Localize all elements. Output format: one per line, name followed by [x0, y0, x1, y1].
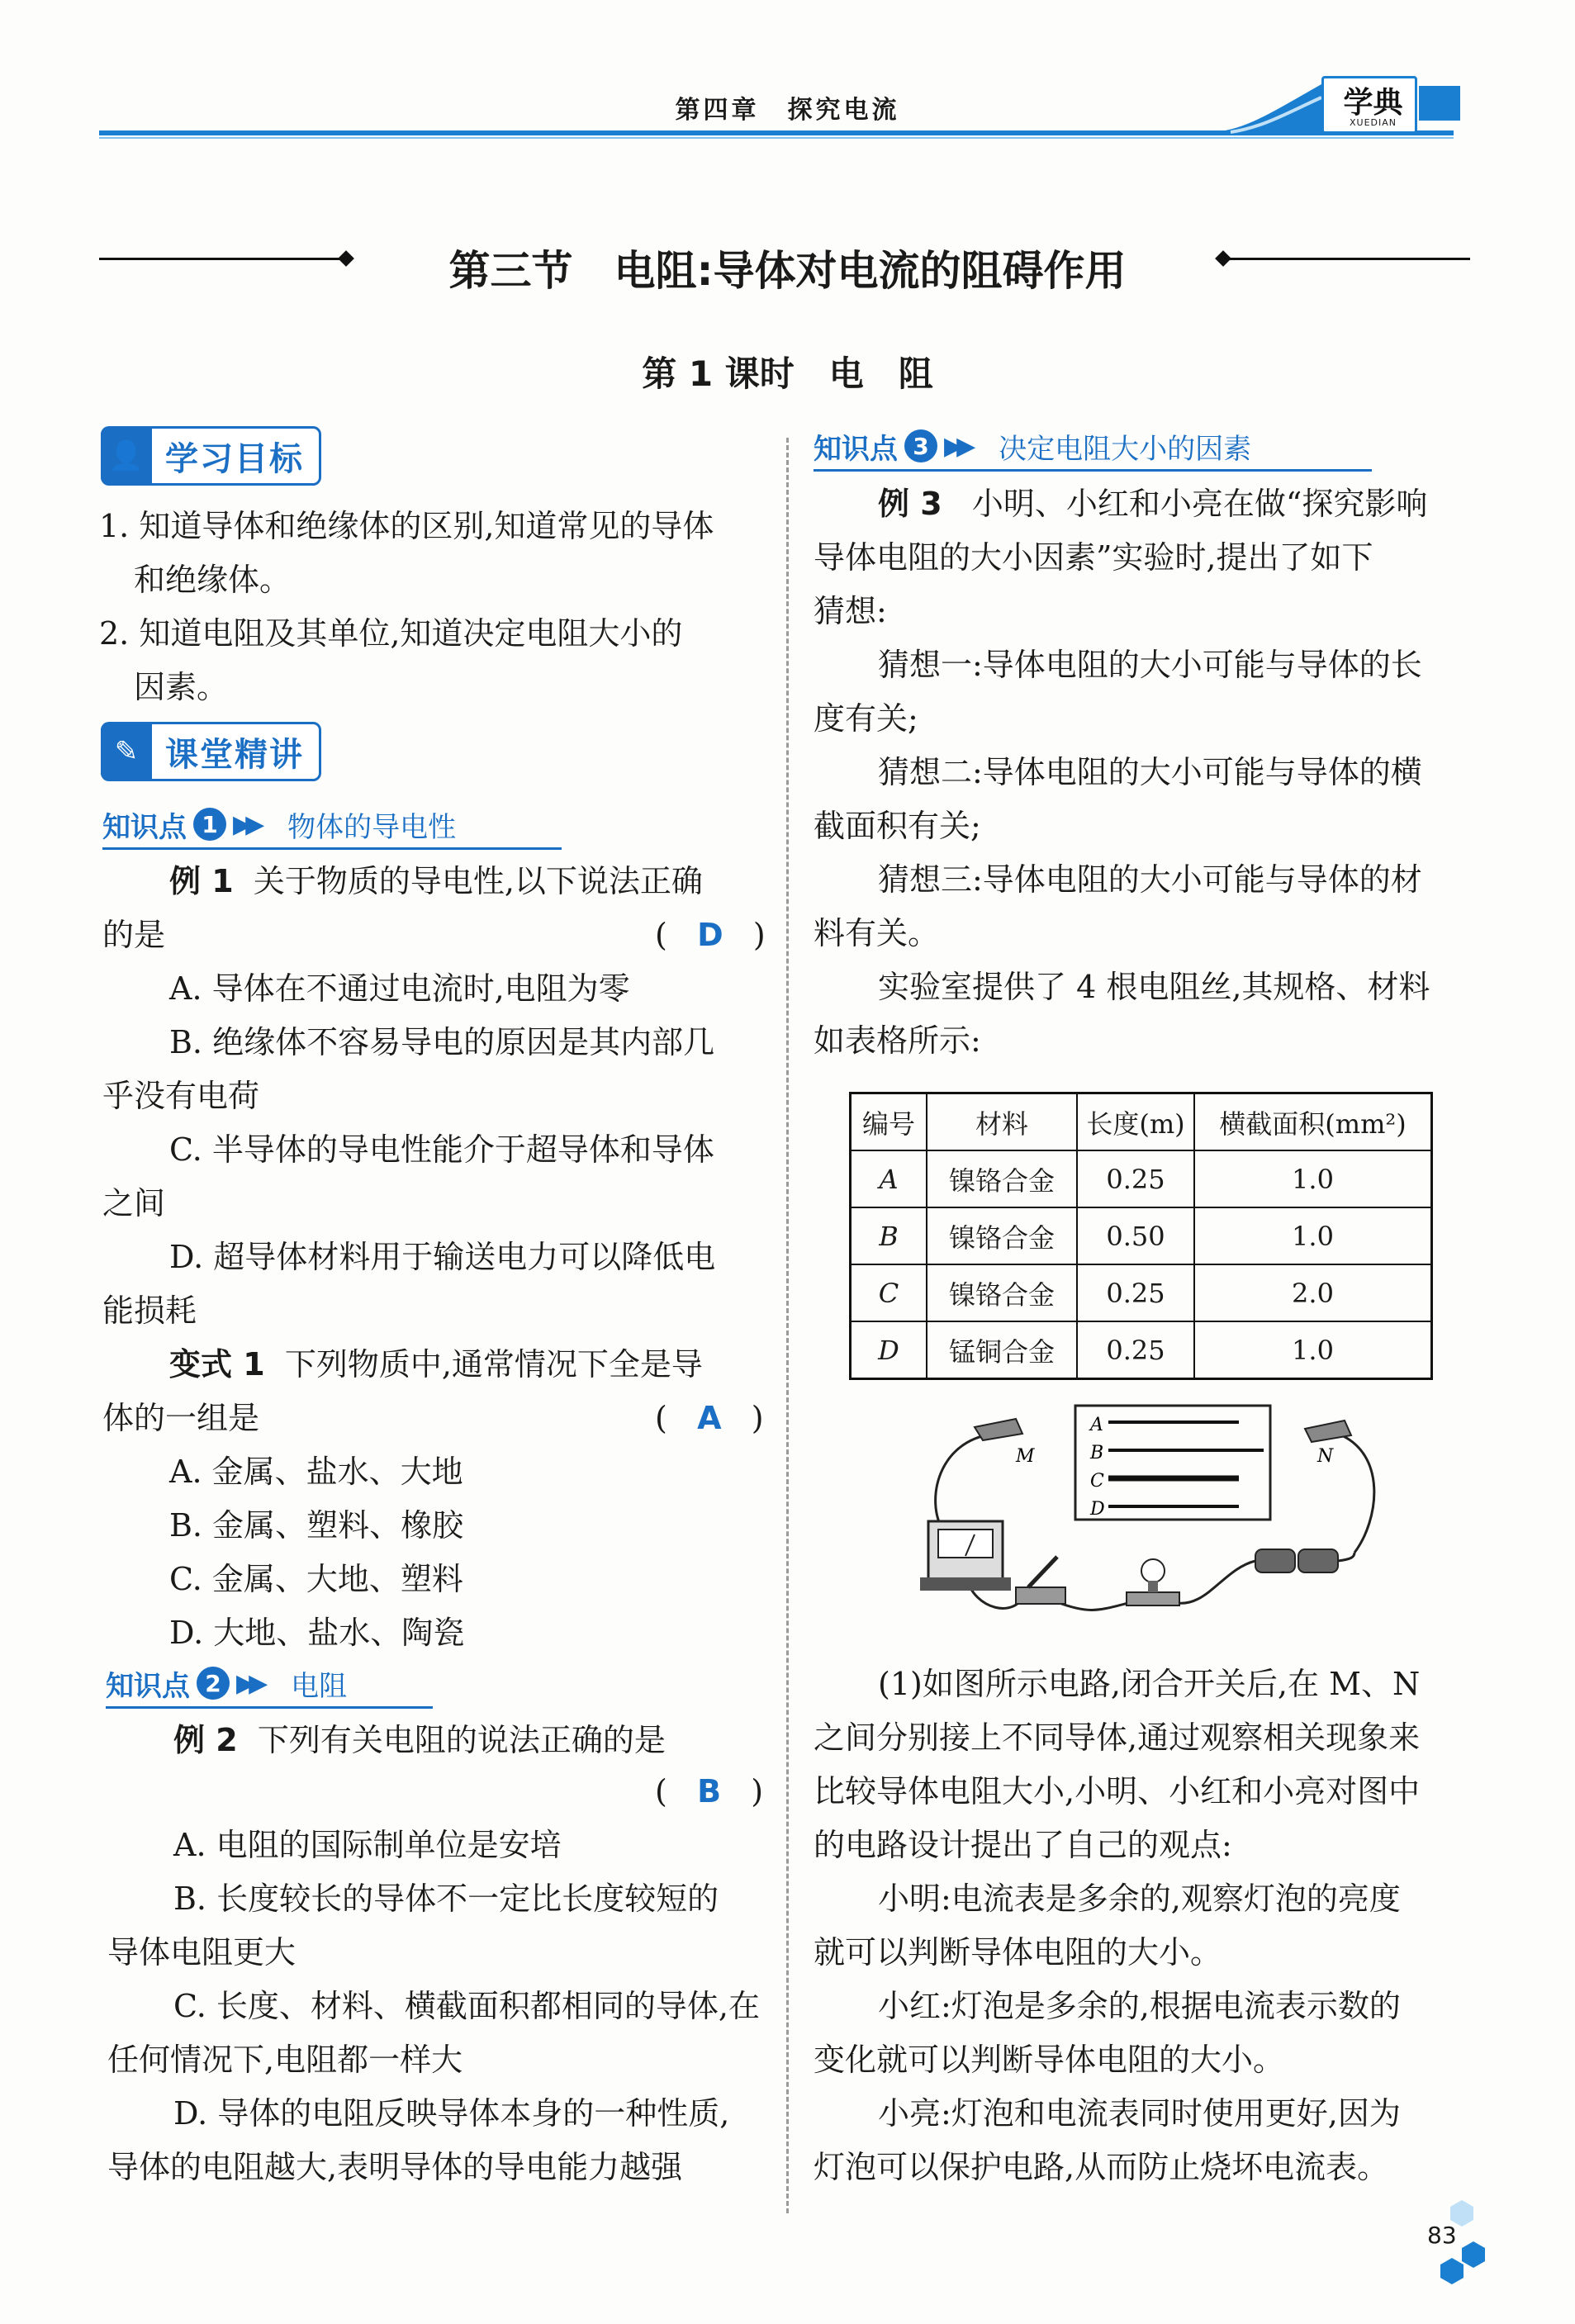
ammeter	[920, 1521, 1011, 1591]
question-1-line-2: 之间分别接上不同导体,通过观察相关现象来	[814, 1719, 1421, 1756]
xiaoliang-opinion-cont: 灯泡可以保护电路,从而防止烧坏电流表。	[814, 2149, 1389, 2185]
wire-c-label: C	[1090, 1471, 1104, 1492]
kp3-number: 3	[904, 429, 937, 462]
kp2-label: 知识点	[106, 1669, 190, 1703]
table-header-cell: 长度(m)	[1077, 1093, 1194, 1151]
example-1-answer-box: ( D )	[655, 917, 766, 953]
table-cell: 镍铬合金	[927, 1264, 1077, 1321]
light-bulb	[1127, 1559, 1179, 1605]
wire-b-label: B	[1090, 1443, 1104, 1463]
alligator-clip-n	[1305, 1420, 1351, 1442]
wire	[1173, 1561, 1255, 1603]
wire	[1057, 1602, 1131, 1610]
table-row	[851, 1321, 1432, 1379]
lab-supply-line: 实验室提供了 4 根电阻丝,其规格、材料	[878, 969, 1430, 1005]
double-arrow-icon: ▶▶	[944, 431, 970, 461]
pencil-icon: ✎	[101, 724, 152, 779]
goal-line-3: 2. 知道电阻及其单位,知道决定电阻大小的	[99, 615, 683, 652]
variant-1-answer: A	[697, 1400, 722, 1436]
example-1-option-c: C. 半导体的导电性能介于超导体和导体	[169, 1131, 714, 1168]
header-rule-thin	[99, 137, 1454, 139]
hypothesis-1: 猜想一:导体电阻的大小可能与导体的长	[878, 647, 1422, 683]
wire	[1338, 1434, 1374, 1553]
logo-subtext: XUEDIAN	[1349, 117, 1397, 128]
example-2-option-d: D. 导体的电阻反映导体本身的一种性质,	[173, 2095, 730, 2132]
variant-1-option-b: B. 金属、塑料、橡胶	[169, 1507, 464, 1544]
example-1-option-d-cont: 能损耗	[102, 1292, 197, 1329]
table-cell: 镍铬合金	[927, 1150, 1077, 1207]
table-cell: 1.0	[1194, 1321, 1432, 1379]
lesson-title: 第 1 课时 电 阻	[642, 353, 933, 394]
switch	[1016, 1557, 1065, 1604]
variant-1-line-2: 体的一组是	[102, 1400, 260, 1436]
lab-supply-line-cont: 如表格所示:	[814, 1022, 981, 1059]
table-cell: 1.0	[1194, 1207, 1432, 1264]
xiaohong-opinion: 小红:灯泡是多余的,根据电流表示数的	[878, 1988, 1401, 2024]
kp3-heading	[814, 423, 1372, 472]
logo-text: 学典	[1343, 85, 1403, 120]
variant-1-option-a: A. 金属、盐水、大地	[169, 1454, 463, 1490]
table-cell: 锰铜合金	[927, 1321, 1077, 1379]
goals-badge	[101, 426, 321, 486]
variant-1-label: 变式 1	[169, 1346, 265, 1383]
table-cell: 2.0	[1194, 1264, 1432, 1321]
kp2-number: 2	[197, 1667, 230, 1700]
example-3-line-3: 猜想:	[814, 593, 887, 629]
example-1-option-d: D. 超导体材料用于输送电力可以降低电	[169, 1239, 716, 1275]
example-1-text: 关于物质的导电性,以下说法正确	[253, 863, 703, 899]
example-2-option-a: A. 电阻的国际制单位是安培	[173, 1827, 562, 1863]
question-1-line-3: 比较导体电阻大小,小明、小红和小亮对图中	[814, 1773, 1421, 1809]
example-1-line-2: 的是	[102, 917, 166, 953]
table-cell: B	[851, 1207, 927, 1264]
table-row	[851, 1264, 1432, 1321]
terminal-n-label: N	[1317, 1446, 1334, 1467]
example-1-answer: D	[697, 917, 723, 953]
circuit-diagram	[892, 1404, 1388, 1643]
hypothesis-2: 猜想二:导体电阻的大小可能与导体的横	[878, 754, 1422, 790]
table-cell: 0.25	[1077, 1264, 1194, 1321]
student-icon: 👤	[101, 429, 152, 483]
table-cell: D	[851, 1321, 927, 1379]
example-3-line-2: 导体电阻的大小因素”实验时,提出了如下	[814, 539, 1373, 576]
hypothesis-3: 猜想三:导体电阻的大小可能与导体的材	[878, 861, 1422, 898]
table-header-row	[851, 1093, 1432, 1151]
table-cell: 1.0	[1194, 1150, 1432, 1207]
lecture-badge	[101, 722, 321, 781]
variant-1-answer-box: ( A )	[655, 1400, 764, 1436]
variant-1-text: 下列物质中,通常情况下全是导	[284, 1346, 703, 1383]
xiaohong-opinion-cont: 变化就可以判断导体电阻的大小。	[814, 2042, 1285, 2078]
example-3-label: 例 3	[878, 486, 942, 522]
table-cell: 镍铬合金	[927, 1207, 1077, 1264]
battery-pack	[1255, 1549, 1338, 1572]
kp2-heading	[106, 1660, 433, 1709]
page-number: 83	[1427, 2222, 1457, 2249]
example-1-line-1	[169, 855, 703, 908]
example-3-text: 小明、小红和小亮在做“探究影响	[971, 486, 1428, 522]
example-2-option-d-cont: 导体的电阻越大,表明导体的导电能力越强	[107, 2149, 683, 2185]
resistor-wire-table	[849, 1092, 1433, 1380]
hypothesis-2-cont: 截面积有关;	[814, 808, 981, 844]
xiaoming-opinion-cont: 就可以判断导体电阻的大小。	[814, 1934, 1222, 1971]
example-2-option-b: B. 长度较长的导体不一定比长度较短的	[173, 1881, 719, 1917]
example-2-label: 例 2	[173, 1722, 238, 1758]
lecture-badge-label: 课堂精讲	[165, 735, 304, 774]
goal-line-2: 和绝缘体。	[134, 562, 292, 598]
table-row	[851, 1207, 1432, 1264]
column-divider	[786, 438, 789, 2213]
table-cell: C	[851, 1264, 927, 1321]
double-arrow-icon: ▶▶	[236, 1668, 262, 1698]
wire	[1338, 1553, 1354, 1561]
goal-line-1: 1. 知道导体和绝缘体的区别,知道常见的导体	[99, 508, 714, 544]
wire-d-label: D	[1090, 1499, 1105, 1520]
example-2-option-c-cont: 任何情况下,电阻都一样大	[107, 2042, 463, 2078]
goals-badge-label: 学习目标	[165, 439, 304, 478]
double-arrow-icon: ▶▶	[233, 809, 259, 839]
kp1-label: 知识点	[102, 810, 187, 844]
variant-1-option-c: C. 金属、大地、塑料	[169, 1561, 463, 1597]
variant-1-option-d: D. 大地、盐水、陶瓷	[169, 1615, 465, 1651]
table-row	[851, 1150, 1432, 1207]
hypothesis-3-cont: 料有关。	[814, 915, 940, 951]
example-3-line-1	[878, 477, 1427, 531]
goal-line-4: 因素。	[134, 669, 229, 705]
example-1-label: 例 1	[169, 863, 234, 899]
wire	[936, 1434, 998, 1528]
table-header-cell: 横截面积(mm²)	[1194, 1093, 1432, 1151]
kp3-title: 决定电阻大小的因素	[999, 432, 1252, 466]
example-1-option-c-cont: 之间	[102, 1185, 166, 1221]
chapter-title: 第四章 探究电流	[675, 96, 900, 125]
table-header-cell: 编号	[851, 1093, 927, 1151]
table-cell: 0.50	[1077, 1207, 1194, 1264]
kp3-label: 知识点	[814, 432, 898, 466]
example-1-option-b-cont: 乎没有电荷	[102, 1078, 260, 1114]
header-wave-decoration	[1214, 79, 1321, 137]
kp2-title: 电阻	[291, 1669, 348, 1703]
example-2-line-1	[173, 1714, 666, 1767]
variant-1-line-1	[169, 1338, 703, 1392]
question-1-line-4: 的电路设计提出了自己的观点:	[814, 1827, 1232, 1863]
xiaoliang-opinion: 小亮:灯泡和电流表同时使用更好,因为	[878, 2095, 1401, 2132]
kp1-title: 物体的导电性	[287, 810, 457, 844]
table-cell: 0.25	[1077, 1150, 1194, 1207]
xiaoming-opinion: 小明:电流表是多余的,观察灯泡的亮度	[878, 1881, 1401, 1917]
hypothesis-1-cont: 度有关;	[814, 700, 918, 737]
example-1-option-b: B. 绝缘体不容易导电的原因是其内部几	[169, 1024, 715, 1060]
wire-a-label: A	[1090, 1415, 1103, 1435]
question-1-line-1: (1)如图所示电路,闭合开关后,在 M、N	[878, 1666, 1421, 1702]
example-1-option-a: A. 导体在不通过电流时,电阻为零	[169, 970, 630, 1007]
table-header-cell: 材料	[927, 1093, 1077, 1151]
table-cell: A	[851, 1150, 927, 1207]
example-2-answer: B	[697, 1773, 722, 1809]
example-2-text: 下列有关电阻的说法正确的是	[257, 1722, 666, 1758]
example-2-answer-box: ( B )	[655, 1773, 764, 1809]
table-cell: 0.25	[1077, 1321, 1194, 1379]
example-2-option-c: C. 长度、材料、横截面积都相同的导体,在	[173, 1988, 760, 2024]
section-title: 第三节 电阻:导体对电流的阻碍作用	[448, 247, 1127, 295]
example-2-option-b-cont: 导体电阻更大	[107, 1934, 296, 1971]
kp1-heading	[102, 801, 562, 850]
terminal-m-label: M	[1016, 1446, 1035, 1467]
kp1-number: 1	[193, 808, 226, 841]
alligator-clip-m	[975, 1419, 1022, 1440]
